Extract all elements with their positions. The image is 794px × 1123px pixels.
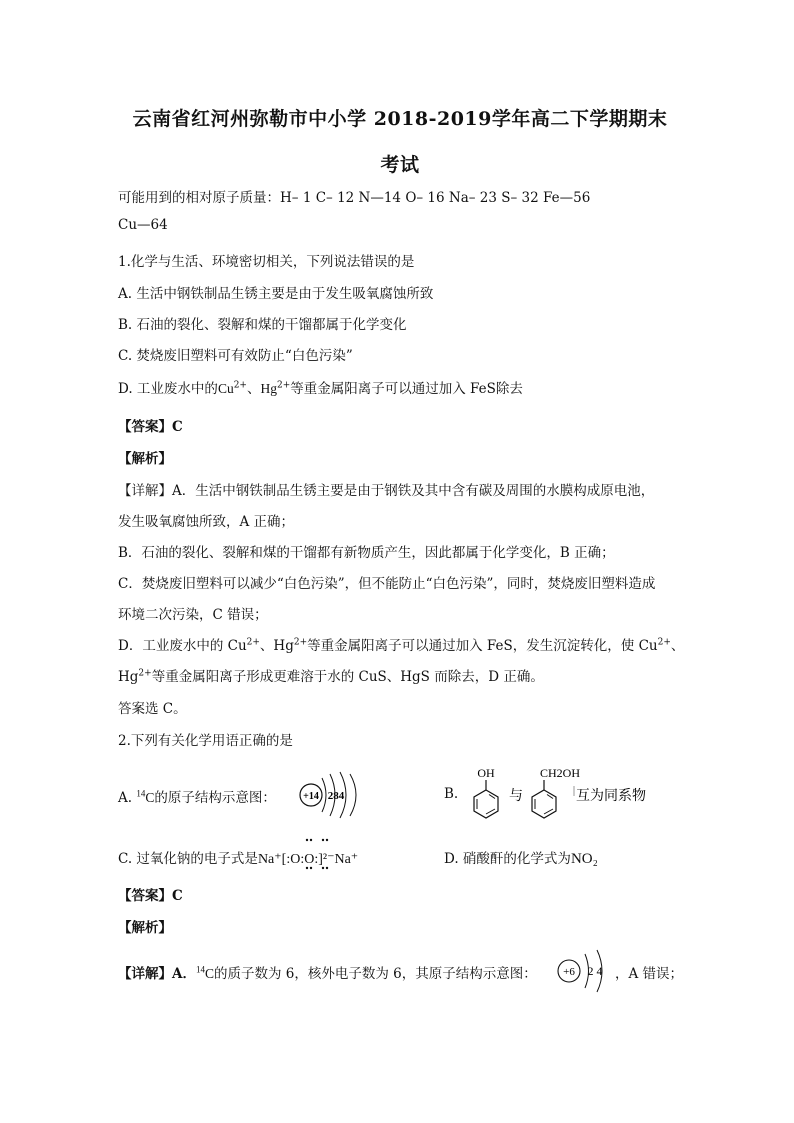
q2-a-shell-arc-1 bbox=[322, 778, 326, 812]
q2-b-and: 与 bbox=[509, 789, 523, 804]
q2-detail-end: ，A 错误； bbox=[615, 966, 684, 982]
q1-detail-d1-mid1: 、Hg bbox=[259, 638, 294, 654]
q1-detail-d2-pre: Hg bbox=[118, 669, 139, 685]
q1-detail-d1-cu2-charge: 2+ bbox=[657, 637, 671, 648]
q2-a-text: 的原子结构示意图： bbox=[154, 790, 276, 806]
q1-detail-d2-post: 等重金属阳离子形成更难溶于水的 CuS、HgS 而除去，D 正确。 bbox=[151, 669, 544, 685]
q1-option-c: C. 焚烧废旧塑料可有效防止“白色污染” bbox=[118, 348, 353, 364]
q1-detail-b: B．石油的裂化、裂解和煤的干馏都有新物质产生，因此都属于化学变化，B 正确； bbox=[118, 545, 615, 561]
q2-detail-atom-diagram bbox=[555, 944, 615, 996]
q2-d-formula: NO₂ bbox=[570, 851, 598, 867]
q1-detail-d2 bbox=[118, 665, 544, 685]
dot bbox=[322, 867, 324, 869]
q1-option-a: A. 生活中钢铁制品生锈主要是由于发生吸氧腐蚀所致 bbox=[118, 286, 434, 302]
q2-option-b-label: B. bbox=[444, 786, 459, 802]
q2-b-oh-label: OH bbox=[477, 766, 495, 780]
q2-c-formula: Na⁺[:O:O:]²⁻Na⁺ bbox=[257, 852, 359, 867]
q2-detail-elem: C bbox=[204, 966, 214, 981]
q1-d-pre: D. 工业废水中的 bbox=[118, 381, 218, 397]
q1-option-b: B. 石油的裂化、裂解和煤的干馏都属于化学变化 bbox=[118, 317, 407, 333]
q1-option-d bbox=[118, 377, 523, 397]
q2-b-structures bbox=[460, 764, 670, 828]
q1-detail-c2: 环境二次污染，C 错误； bbox=[118, 607, 268, 623]
q1-detail-d1-mid2: 等重金属阳离子可以通过加入 FeS，发生沉淀转化，使 Cu bbox=[307, 638, 658, 654]
q2-d-text: D. 硝酸酐的化学式为 bbox=[444, 851, 571, 867]
dot bbox=[326, 867, 328, 869]
q1-analysis-heading: 【解析】 bbox=[118, 451, 172, 467]
q1-d-sep: 、 bbox=[246, 381, 261, 397]
q2-a-shell-arc-4 bbox=[350, 774, 356, 816]
q2-a-shell-text: 284 bbox=[327, 790, 345, 802]
q2-option-a bbox=[118, 786, 276, 806]
q1-detail-d1-pre: D．工业废水中的 Cu bbox=[118, 638, 247, 654]
q1-detail-a1: 【详解】A．生活中钢铁制品生锈主要是由于钢铁及其中含有碳及周围的水膜构成原电池， bbox=[118, 483, 655, 499]
q2-a-nucleus-text: +14 bbox=[303, 791, 319, 802]
q1-stem: 1.化学与生活、环境密切相关，下列说法错误的是 bbox=[118, 254, 415, 270]
q2-detail-shells-text: 2 4 bbox=[587, 964, 603, 978]
q2-c-electron-dots bbox=[302, 838, 342, 872]
page-title-line1: 云南省红河州弥勒市中小学 2018-2019学年高二下学期期末 bbox=[132, 108, 668, 130]
q1-d-hg: Hg bbox=[260, 381, 277, 396]
q1-detail-d1-end: 、 bbox=[670, 638, 685, 654]
q1-answer: 【答案】C bbox=[118, 419, 183, 435]
q2-detail-nucleus-text: +6 bbox=[563, 966, 575, 978]
q2-stem: 2.下列有关化学用语正确的是 bbox=[118, 733, 293, 749]
q1-d-hg-charge: 2+ bbox=[276, 380, 291, 391]
q2-detail-mass: 14 bbox=[195, 964, 205, 975]
dot bbox=[322, 839, 324, 841]
q2-b-text: 互为同系物 bbox=[576, 789, 646, 804]
q2-detail-a bbox=[118, 962, 537, 982]
q1-final-answer: 答案选 C。 bbox=[118, 701, 187, 717]
q2-a-mass: 14 bbox=[136, 788, 146, 799]
q2-answer: 【答案】C bbox=[118, 888, 183, 904]
dot bbox=[306, 867, 308, 869]
page-title-line2: 考试 bbox=[380, 154, 420, 176]
q1-d-post: 等重金属阳离子可以通过加入 FeS除去 bbox=[290, 381, 523, 397]
atomic-masses-line1: 可能用到的相对原子质量：H– 1 C– 12 N—14 O– 16 Na– 23 S– 32 Fe—56 bbox=[118, 190, 591, 206]
q2-analysis-heading: 【解析】 bbox=[118, 920, 172, 936]
q1-d-cu: Cu bbox=[217, 381, 234, 396]
q1-d-cu-charge: 2+ bbox=[233, 380, 247, 391]
q2-b-ch2oh-label: CH2OH bbox=[540, 766, 581, 780]
q1-detail-c1: C．焚烧废旧塑料可以减少“白色污染”，但不能防止“白色污染”，同时，焚烧废旧塑料造成 bbox=[118, 576, 656, 592]
q2-detail-text: 的质子数为 6，核外电子数为 6，其原子结构示意图： bbox=[214, 966, 537, 982]
dot bbox=[310, 839, 312, 841]
q1-detail-d1-hg-charge: 2+ bbox=[293, 637, 308, 648]
dot bbox=[326, 839, 328, 841]
q1-detail-d2-hg-charge: 2+ bbox=[138, 668, 152, 679]
q1-detail-a2: 发生吸氧腐蚀所致，A 正确； bbox=[118, 514, 295, 530]
q2-a-elem: C bbox=[145, 790, 155, 805]
q1-detail-d1 bbox=[118, 634, 684, 654]
q2-option-d bbox=[444, 847, 598, 868]
q2-a-label: A. bbox=[118, 790, 133, 806]
dot bbox=[306, 839, 308, 841]
q2-a-atom-diagram bbox=[296, 766, 366, 824]
dot bbox=[310, 867, 312, 869]
q1-detail-d1-cu-charge: 2+ bbox=[246, 637, 260, 648]
q2-c-text: C. 过氧化钠的电子式是 bbox=[118, 851, 258, 867]
atomic-masses-line2: Cu—64 bbox=[118, 217, 168, 233]
q2-detail-pre: 【详解】A． bbox=[118, 966, 196, 982]
